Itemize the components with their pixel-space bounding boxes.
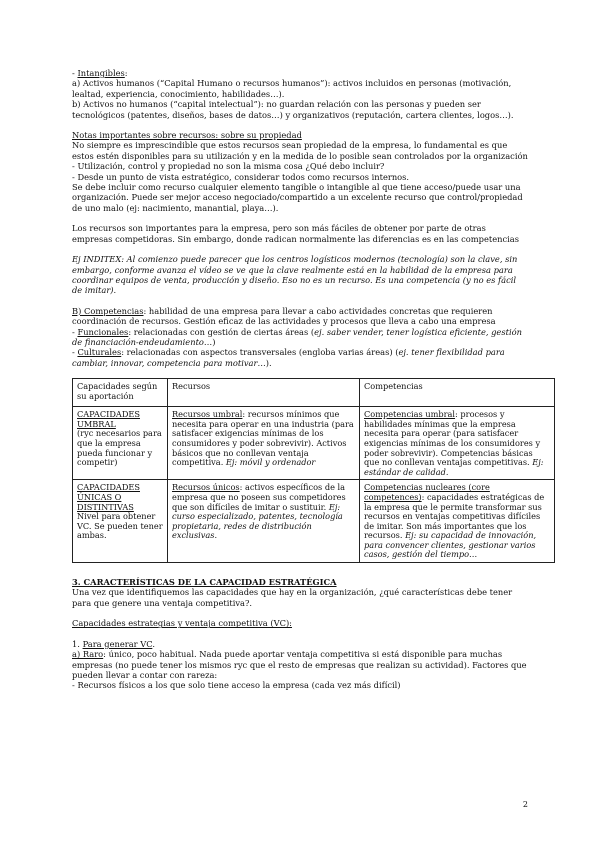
intangibles-a: a) Activos humanos (“Capital Humano o recursos humanos”): activos incluidos en personas (motivación, lealtad, experiencia, conocimiento, habilidades…). <box>72 78 512 99</box>
notas-p3: - Desde un punto de vista estratégico, considerar todos como recursos internos. <box>72 171 410 182</box>
table-header-cell: Capacidades según su aportación <box>73 379 168 407</box>
funcionales-item: - Funcionales: relacionadas con gestión de ciertas áreas (ej. saber vender, tener logística eficiente, gestión de financiación-endeudamiento…) <box>72 326 522 347</box>
table-cell: Competencias umbral: procesos y habilidades mínimas que la empresa necesita para operar (para satisfacer exigencias mínimas de los consumidores y poder sobrevivir). Competencias básicas que no conllevan ventajas competitivas. Ej: estándar de calidad. <box>360 407 555 480</box>
table-cell: Recursos umbral: recursos mínimos que necesita para operar en una industria (para satisfacer exigencias mínimas de los consumidores y poder sobrevivir). Activos básicos que no conllevan ventaja competitiva. Ej: móvil y ordenador <box>168 407 360 480</box>
table-cell: CAPACIDADES UMBRAL (ryc necesarios para que la empresa pueda funcionar y competir) <box>73 407 168 480</box>
capacidades-unicas-title: CAPACIDADES ÚNICAS O DISTINTIVAS <box>77 482 140 512</box>
intangibles-label: Intangibles <box>77 68 125 78</box>
section3-title: 3. CARACTERÍSTICAS DE LA CAPACIDAD ESTRATÉGICA <box>72 577 337 588</box>
intangibles-b: b) Activos no humanos (“capital intelectual”): no guardan relación con las personas y pueden ser tecnológicos (patentes, diseños, bases de datos…) y organizativos (reputación, cartera clientes, logos…). <box>72 99 514 120</box>
point1-heading: 1. Para generar VC. <box>72 638 155 649</box>
raro-last-item: - Recursos físicos a los que solo tiene acceso la empresa (cada vez más difícil) <box>72 680 401 691</box>
table-cell: CAPACIDADES ÚNICAS O DISTINTIVAS Nivel para obtener VC. Se pueden tener ambas. <box>73 480 168 563</box>
section3-subheading: Capacidades estrategias y ventaja competitiva (VC): <box>72 618 292 629</box>
table-header-row <box>73 379 555 407</box>
competencias-paragraph: B) Competencias: habilidad de una empresa para llevar a cabo actividades concretas que requieren coordinación de recursos. Gestión eficaz de las actividades y procesos que lleva a cabo una empresa <box>72 305 496 327</box>
recursos-paragraph: Los recursos son importantes para la empresa, pero son más fáciles de obtener por parte de otras empresas competidoras. Sin embargo, donde radican normalmente las diferencias es en las competencias <box>72 223 519 244</box>
competencias-label: B) Competencias <box>72 305 144 316</box>
table-row <box>73 407 555 480</box>
table-header-cell: Competencias <box>360 379 555 407</box>
intangibles-heading: - Intangibles: <box>72 68 128 78</box>
raro-paragraph: a) Raro: único, poco habitual. Nada puede aportar ventaja competitiva si está disponible para muchas empresas (no puede tener los mismos ryc que el resto de empresas que realizan su actividad). Factores que pueden llevar a contar con rareza: <box>72 649 527 680</box>
section3-intro: Una vez que identifiquemos las capacidades que hay en la organización, ¿qué características debe tener para que genere una ventaja competitiva?. <box>72 587 513 608</box>
page-number: 2 <box>522 800 528 809</box>
table-header-cell: Recursos <box>168 379 360 407</box>
capacidades-umbral-title: CAPACIDADES UMBRAL <box>77 409 140 429</box>
culturales-item: - Culturales: relacionadas con aspectos transversales (engloba varias áreas) (ej. tener flexibilidad para cambiar, innovar, competencia para motivar…). <box>72 347 505 368</box>
table-cell: Competencias nucleares (core competences): capacidades estratégicas de la empresa que le permite transformar sus recursos en ventajas competitivas difíciles de imitar. Son más importantes que los recursos. Ej: su capacidad de innovación, para convencer clientes, gestionar varios casos, gestión del tiempo… <box>360 480 555 563</box>
notas-p2: - Utilización, control y propiedad no son la misma cosa ¿Qué debo incluir? <box>72 161 385 172</box>
capacidades-table <box>72 378 555 563</box>
notas-heading: Notas importantes sobre recursos: sobre su propiedad <box>72 130 302 141</box>
document-page <box>72 68 545 691</box>
table-cell: Recursos únicos: activos específicos de la empresa que no poseen sus competidores que son difíciles de imitar o sustituir. Ej: curso especializado, patentes, tecnología propietaria, redes de distribución exclusivas. <box>168 480 360 563</box>
notas-p1: No siempre es imprescindible que estos recursos sean propiedad de la empresa, lo fundamental es que estos estén disponibles para su utilización y en la medida de lo posible sean controlados por la organización <box>72 140 528 161</box>
notas-p4: Se debe incluir como recurso cualquier elemento tangible o intangible al que tiene acceso/puede usar una organización. Puede ser mejor acceso negociado/compartido a un excelente recurso que control/propiedad de uno malo (ej: nacimiento, manantial, playa…). <box>72 182 523 213</box>
table-row <box>73 480 555 563</box>
inditex-example: Ej INDITEX: Al comienzo puede parecer que los centros logísticos modernos (tecnología) son la clave, sin embargo, conforme avanza el vídeo se ve que la clave realmente está en la habilidad de la empresa para coordinar equipos de venta, producción y diseño. Eso no es un recurso. Es una competencia (y no es fácil de imitar). <box>72 254 518 296</box>
